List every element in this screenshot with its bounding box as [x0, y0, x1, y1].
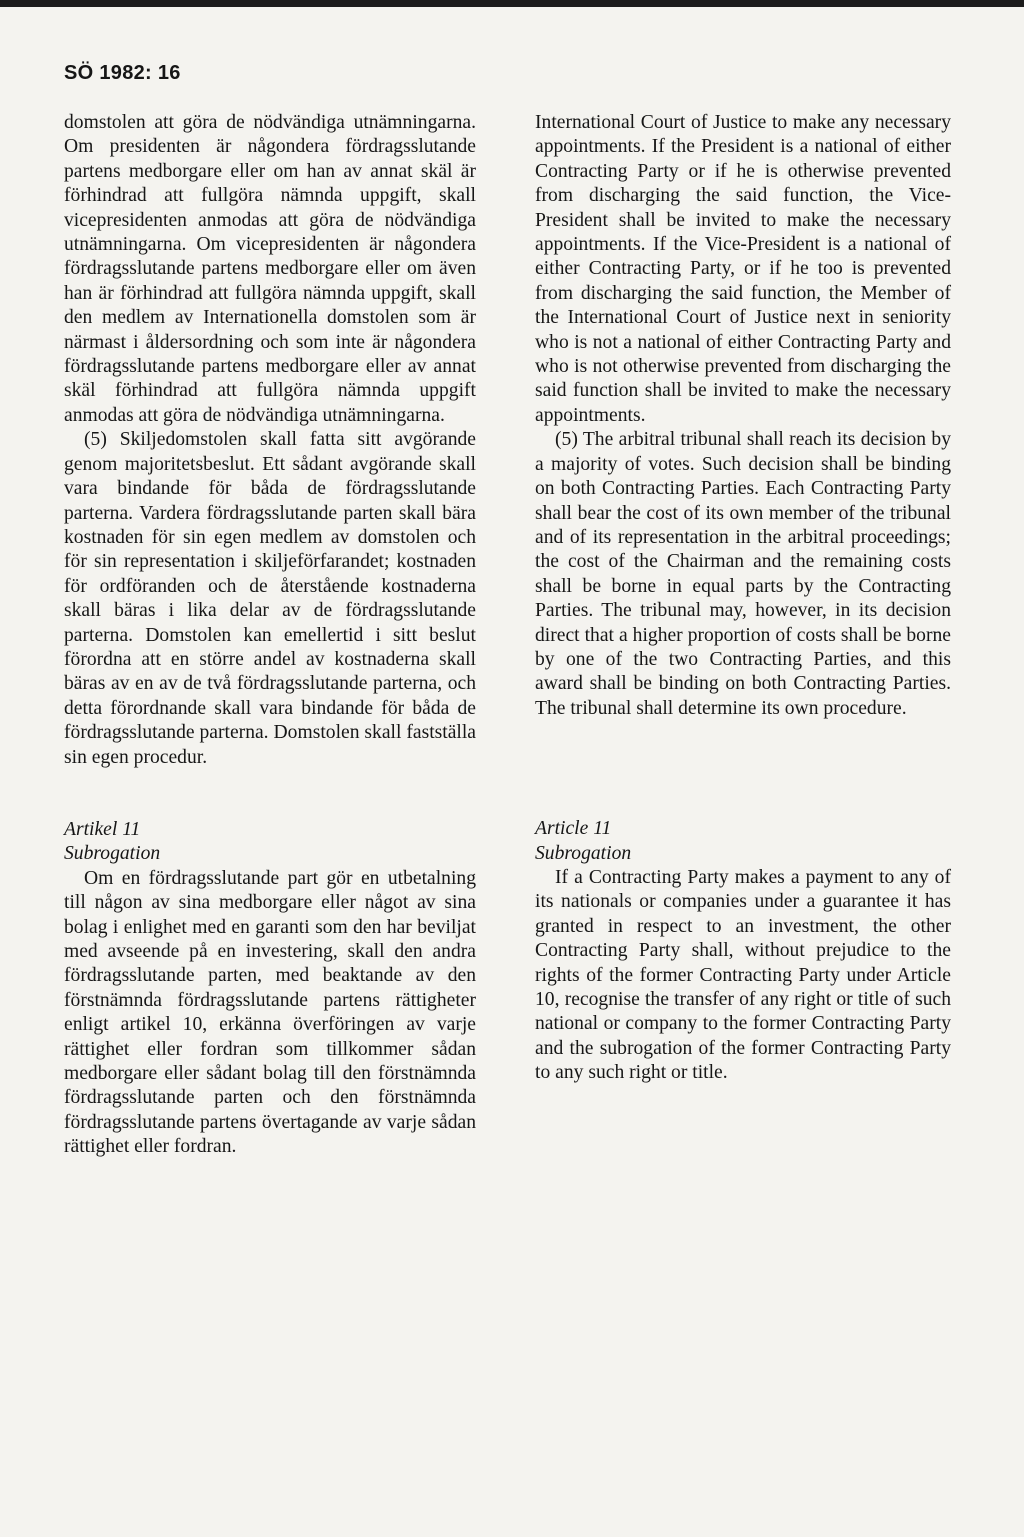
swedish-column	[64, 111, 476, 1160]
english-paragraph-decision: (5) The arbitral tribunal shall reach its decision by a majority of votes. Such decision shall be binding on both Contracting Parties. Each Contracting Party shall bear the cost of its own member of the tribunal and of its representation in the arbitral proceedings; the cost of the Chairman and the remaining costs shall be borne in equal parts by the Contracting Parties. The tribunal may, however, in its decision direct that a higher proportion of costs shall be borne by one of the two Contracting Parties, and this award shall be binding on both Contracting Parties. The tribunal shall determine its own procedure.	[535, 429, 951, 719]
swedish-paragraph-decision: (5) Skiljedomstolen skall fatta sitt avgörande genom majoritetsbeslut. Ett sådant avgörande skall vara bindande för båda de fördragsslutande parterna. Vardera fördragsslutande parten skall bära kostnaden för sin egen medlem av domstolen och för sin representation i skiljeförfarandet; kostnaden för ordföranden och de återstående kostnaderna skall bäras i lika delar av de fördragsslutande parterna. Domstolen kan emellertid i sitt beslut förordna att en större andel av kostnaderna skall bäras av en av de två fördragsslutande parterna, och detta förordnande skall vara bindande för båda de fördragsslutande parterna. Domstolen skall fastställa sin egen procedur.	[64, 429, 476, 768]
swedish-article-subheading: Subrogation	[64, 843, 161, 865]
english-article-heading: Article 11	[535, 818, 612, 840]
spacer	[535, 721, 951, 817]
english-paragraph-appointments: International Court of Justice to make any necessary appointments. If the President is a national of either Contracting Party or if he is otherwise prevented from discharging the said function, the Vice-President shall be invited to make the necessary appointments. If the Vice-President is a national of either Contracting Party, or if he too is prevented from discharging the said function, the Member of the International Court of Justice next in seniority who is not a national of either Contracting Party and who is not otherwise prevented from discharging the said function shall be invited to make the necessary appointments.	[535, 112, 951, 426]
top-rule	[0, 0, 1024, 7]
swedish-article-heading: Artikel 11	[64, 818, 141, 840]
swedish-paragraph-subrogation: Om en fördragsslutande part gör en utbetalning till någon av sina medborgare eller något av sina bolag i enlighet med en garanti som den har beviljat med avseende på en investering, skall den andra fördragsslutande parten, med beaktande av den förstnämnda fördragsslutande partens rättigheter enligt artikel 10, erkänna överföringen av varje rättighet eller fordran som tillkommer sådan medborgare eller sådant bolag till den förstnämnda fördragsslutande parten och den förstnämnda fördragsslutande partens övertagande av varje sådan rättighet eller fordran.	[64, 867, 476, 1158]
swedish-paragraph-appointments: domstolen att göra de nödvändiga utnämningarna. Om presidenten är någondera fördragsslutande partens medborgare eller om han av annat skäl är förhindrad att fullgöra nämnda uppgift, skall vicepresidenten anmodas att göra de nödvändiga utnämningarna. Om vicepresidenten är någondera fördragsslutande partens medborgare eller om även han är förhindrad att fullgöra nämnda uppgift, skall den medlem av Internationella domstolen som är närmast i åldersordning och som inte är någondera fördragsslutande partens medborgare eller av annat skäl förhindrad att fullgöra nämnda uppgift anmodas att göra de nödvändiga utnämningarna.	[64, 112, 476, 426]
spacer	[64, 770, 476, 818]
english-paragraph-subrogation: If a Contracting Party makes a payment to any of its nationals or companies under a guarantee it has granted in respect to an investment, the other Contracting Party shall, without prejudice to the rights of the former Contracting Party under Article 10, recognise the transfer of any right or title of such national or company to the former Contracting Party and the subrogation of the former Contracting Party to any such right or title.	[535, 866, 951, 1084]
english-column	[535, 111, 951, 1086]
english-article-subheading: Subrogation	[535, 842, 632, 864]
page-reference: SÖ 1982: 16	[64, 62, 181, 84]
